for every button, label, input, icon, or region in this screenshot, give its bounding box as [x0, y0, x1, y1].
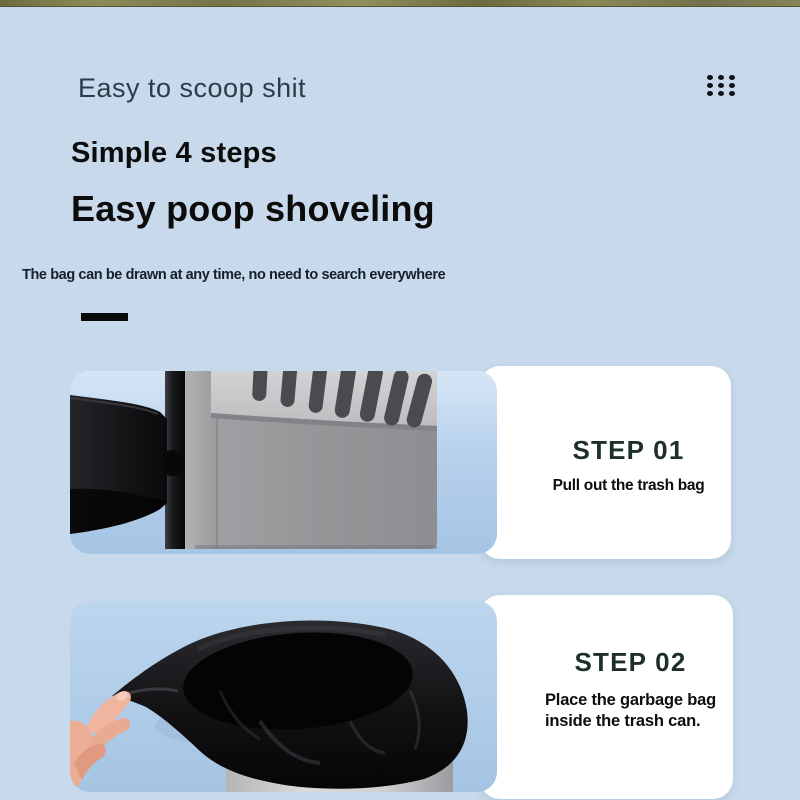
- step2-card: [480, 595, 733, 799]
- grid-dot: [707, 91, 713, 96]
- heading-simple-4-steps: Simple 4 steps: [71, 137, 277, 169]
- grid-dot: [729, 91, 735, 96]
- grid-dot: [707, 83, 713, 88]
- step2-label: STEP 02: [574, 646, 687, 677]
- top-photo-strip: [0, 0, 800, 7]
- step2-description: Place the garbage bag inside the trash can.: [545, 691, 716, 731]
- grid-dot: [718, 91, 724, 96]
- step1-label: STEP 01: [572, 435, 685, 466]
- grid-dot: [707, 75, 713, 80]
- step1-description: Pull out the trash bag: [552, 476, 705, 494]
- grid-dot: [718, 83, 724, 88]
- grid-dot: [729, 83, 735, 88]
- step1-illustration: [70, 371, 497, 554]
- trash-can: [159, 371, 437, 549]
- grid-dot: [729, 75, 735, 80]
- step1-card: [480, 366, 731, 559]
- intro-subtext: The bag can be drawn at any time, no need to search everywhere: [22, 267, 446, 283]
- divider-dash: [81, 313, 128, 321]
- trash-can-bag-dispenser-image: [70, 371, 497, 554]
- garbage-bag-into-can-image: [70, 601, 497, 792]
- step2-illustration: [70, 601, 497, 792]
- heading-easy-poop-shoveling: Easy poop shoveling: [71, 188, 435, 229]
- page-title: Easy to scoop shit: [78, 73, 307, 103]
- grid-dot: [718, 75, 724, 80]
- grid-menu-icon[interactable]: [707, 75, 735, 96]
